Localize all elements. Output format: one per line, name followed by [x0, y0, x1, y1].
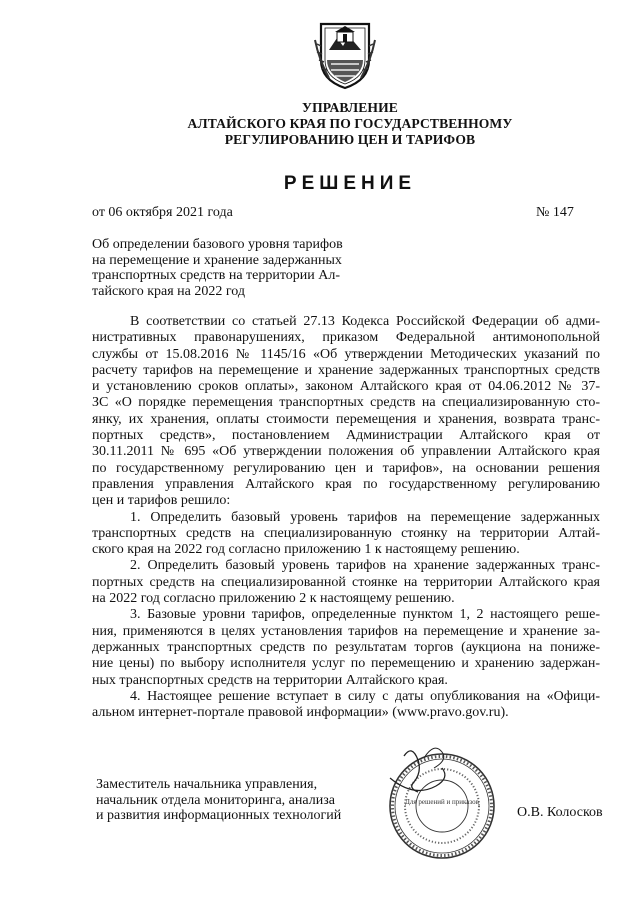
position-line: и развития информационных технологий — [96, 808, 342, 823]
document-body — [92, 314, 600, 721]
body-line: ского края на 2022 год согласно приложению 1 к настоящему решению. — [92, 542, 520, 558]
position-line: Заместитель начальника управления, — [96, 777, 318, 792]
body-line: янку, их хранения, оплаты стоимости перемещения и хранения, возврата транс- — [92, 411, 600, 427]
signatory-name: О.В. Колосков — [517, 805, 603, 820]
body-line: нистративных правонарушениях, приказом Федеральной антимонопольной — [92, 330, 600, 346]
body-line: ных транспортных средств на территории Алтайского края. — [92, 672, 448, 688]
subject-line: на перемещение и хранение задержанных — [92, 252, 342, 268]
signatory-position — [96, 777, 341, 824]
org-line-3: РЕГУЛИРОВАНИЮ ЦЕН И ТАРИФОВ — [224, 132, 476, 147]
body-line: держанных транспортных средств по результатам торгов (аукциона на пониже- — [92, 639, 600, 655]
document-title: РЕШЕНИЕ — [283, 173, 417, 194]
org-line-2: АЛТАЙСКОГО КРАЯ ПО ГОСУДАРСТВЕННОМУ — [187, 116, 513, 131]
body-line: альном интернет-портале правовой информации» (www.pravo.gov.ru). — [92, 705, 509, 721]
body-line: транспортных средств на специализированную стоянку на территории Алтай- — [92, 525, 600, 541]
subject-line: тайского края на 2022 год — [92, 283, 245, 299]
stamp-center-text: Для решений и приказов — [405, 798, 479, 806]
body-line: В соответствии со статьей 27.13 Кодекса Российской Федерации об адми- — [130, 314, 600, 329]
body-line: ния, применяются в целях установления тарифов на перемещение и хранение за- — [92, 623, 600, 639]
body-line: 4. Настоящее решение вступает в силу с даты опубликования на «Офици- — [130, 688, 600, 704]
document-subject — [92, 237, 362, 299]
document-date: от 06 октября 2021 года — [92, 205, 233, 220]
body-line: и установлению сроков оплаты», законом Алтайского края от 04.06.2012 № 37- — [92, 379, 600, 395]
body-line: 1. Определить базовый уровень тарифов на перемещение задержанных — [130, 509, 600, 525]
body-line: 3. Базовые уровни тарифов, определенные пунктом 1, 2 настоящего реше- — [130, 607, 600, 623]
body-line: правления управления Алтайского края по государственному регулированию — [92, 476, 600, 492]
body-line: 30.11.2011 № 695 «Об утверждении положения об управлении Алтайского края — [92, 444, 600, 460]
body-line: службы от 15.08.2016 № 1145/16 «Об утверждении Методических указаний по — [92, 346, 600, 362]
body-line: расчету тарифов на перемещение и хранение задержанных транспортных средств — [92, 362, 600, 378]
subject-line: Об определении базового уровня тарифов — [92, 237, 343, 252]
organization-name — [150, 100, 550, 148]
body-line: на 2022 год согласно приложению 2 к настоящему решению. — [92, 591, 455, 607]
official-stamp-icon — [384, 738, 504, 870]
body-line: по государственному регулированию цен и тарифов», на основании решения — [92, 460, 600, 476]
coat-of-arms-icon — [313, 20, 377, 92]
body-line: портных средств на специализированной стоянке на территории Алтайского края — [92, 574, 600, 590]
position-line: начальник отдела мониторинга, анализа — [96, 792, 335, 808]
body-line: портных средств», постановлением Администрации Алтайского края от — [92, 428, 600, 444]
org-line-1: УПРАВЛЕНИЕ — [302, 100, 398, 115]
body-line: ние цены) по выбору исполнителя услуг по перемещению и хранению задержан- — [92, 656, 600, 672]
subject-line: транспортных средств на территории Ал- — [92, 268, 341, 283]
body-line: цен и тарифов решило: — [92, 493, 231, 509]
document-number: № 147 — [536, 205, 574, 220]
body-line: 2. Определить базовый уровень тарифов на хранение задержанных транс- — [130, 558, 600, 574]
body-line: ЗС «О порядке перемещения транспортных средств на специализированную сто- — [92, 395, 600, 411]
